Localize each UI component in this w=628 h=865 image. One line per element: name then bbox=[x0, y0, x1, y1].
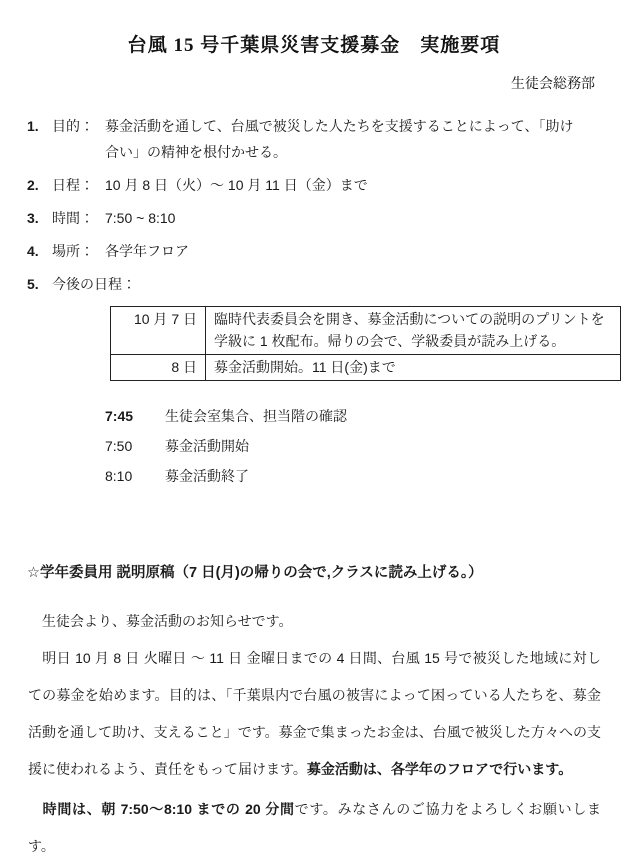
item-number: 1. bbox=[27, 118, 39, 134]
author-line: 生徒会総務部 bbox=[511, 77, 595, 92]
item-dates bbox=[0, 172, 628, 198]
timeline-desc: 生徒会室集合、担当階の確認 bbox=[165, 408, 347, 424]
table-cell-date: 8 日 bbox=[111, 355, 206, 381]
item-label: 今後の日程： bbox=[52, 276, 136, 292]
timeline-time: 7:45 bbox=[105, 408, 134, 424]
paragraph-text: 生徒会より、募金活動のお知らせです。 bbox=[28, 613, 293, 629]
table-cell-desc: 臨時代表委員会を開き、募金活動についての説明のプリントを学級に 1 枚配布。帰りの会で、学級委員が読み上げる。 bbox=[206, 307, 621, 355]
timeline-desc: 募金活動開始 bbox=[165, 438, 249, 454]
item-label: 時間： bbox=[52, 210, 94, 226]
table-cell-desc: 募金活動開始。11 日(金)まで bbox=[206, 355, 621, 381]
morning-timeline bbox=[105, 401, 628, 491]
item-content: 各学年フロア bbox=[105, 243, 189, 259]
paragraph-closing bbox=[28, 791, 601, 865]
item-content: 10 月 8 日（火）～ 10 月 11 日（金）まで bbox=[105, 177, 368, 193]
item-label: 日程： bbox=[52, 177, 94, 193]
schedule-table bbox=[110, 306, 621, 381]
item-number: 5. bbox=[27, 276, 39, 292]
timeline-time: 8:10 bbox=[105, 468, 133, 484]
numbered-items bbox=[0, 113, 628, 297]
page-title: 台風 15 号千葉県災害支援募金 実施要項 bbox=[127, 35, 501, 56]
script-section-heading: ☆学年委員用 説明原稿（7 日(月)の帰りの会で,クラスに読み上げる。） bbox=[27, 565, 483, 581]
paragraph-details bbox=[28, 640, 601, 788]
item-place bbox=[0, 238, 628, 264]
item-number: 4. bbox=[27, 243, 39, 259]
paragraph-text-bold: 募金活動は、各学年のフロアで行います。 bbox=[306, 761, 573, 777]
item-time bbox=[0, 205, 628, 231]
paragraph-text: 明日 10 月 8 日 火曜日 ～ 11 日 金曜日までの 4 日間、台風 15 号で被災した地域に対しての募金を始めます。目的は、「千葉県内で台風の被害によって困っている人たちを、募金活動を通して助け、支えること」です。募金で集まったお金は、台風で被災した方々への支援に使われるよう、責任をもって届けます。 bbox=[28, 650, 601, 777]
item-content: 7:50 ~ 8:10 bbox=[105, 210, 176, 226]
table-row bbox=[111, 355, 621, 381]
paragraph-text: です。みなさんのご協力をよろしくお願いします。 bbox=[28, 801, 601, 854]
paragraph-intro bbox=[28, 603, 601, 640]
paragraph-text-bold: 時間は、朝 7:50～8:10 までの 20 分間 bbox=[28, 801, 295, 817]
table-cell-date: 10 月 7 日 bbox=[111, 307, 206, 355]
timeline-row bbox=[105, 431, 628, 461]
table-row bbox=[111, 307, 621, 355]
item-label: 場所： bbox=[52, 243, 94, 259]
item-upcoming-schedule bbox=[0, 271, 628, 297]
item-content: 募金活動を通して、台風で被災した人たちを支援することによって、「助け合い」の精神を根付かせる。 bbox=[105, 118, 574, 160]
announcement-body bbox=[28, 603, 601, 865]
item-number: 3. bbox=[27, 210, 39, 226]
item-number: 2. bbox=[27, 177, 39, 193]
timeline-row bbox=[105, 401, 628, 431]
item-purpose bbox=[0, 113, 628, 165]
timeline-row bbox=[105, 461, 628, 491]
timeline-time: 7:50 bbox=[105, 438, 133, 454]
item-label: 目的： bbox=[52, 118, 94, 134]
timeline-desc: 募金活動終了 bbox=[165, 468, 249, 484]
